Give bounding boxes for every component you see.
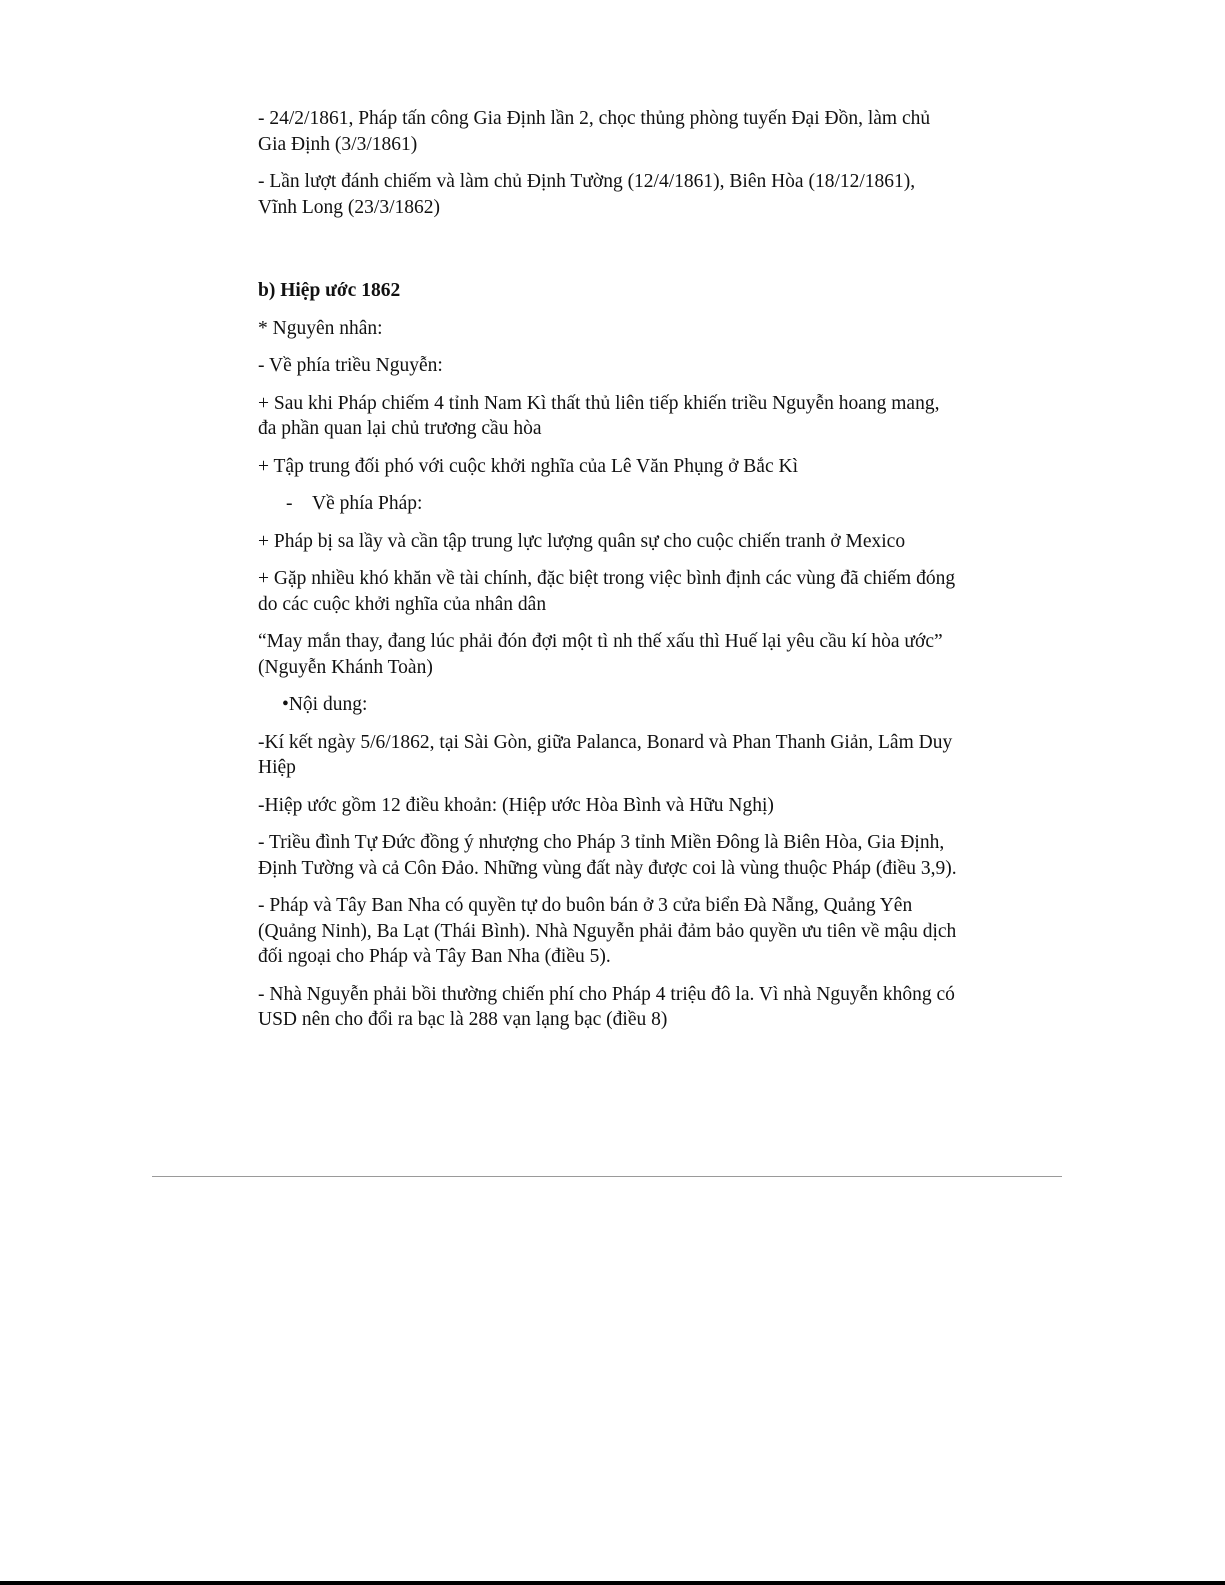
paragraph-signing: -Kí kết ngày 5/6/1862, tại Sài Gòn, giữa Palanca, Bonard và Phan Thanh Giản, Lâm Duy Hiệp <box>258 731 953 778</box>
paragraph-territory-cession: - Triều đình Tự Đức đồng ý nhượng cho Pháp 3 tỉnh Miền Đông là Biên Hòa, Gia Định, Định Tường và cả Côn Đảo. Những vùng đất này được coi là vùng thuộc Pháp (điều 3,9). <box>258 832 957 879</box>
paragraph-nguyen-reason-2: + Tập trung đối phó với cuộc khởi nghĩa của Lê Văn Phụng ở Bắc Kì <box>258 455 798 477</box>
french-side-text: Về phía Pháp: <box>312 493 423 514</box>
paragraph-articles: -Hiệp ước gồm 12 điều khoản: (Hiệp ước Hòa Bình và Hữu Nghị) <box>258 794 774 816</box>
section-heading-treaty-1862: b) Hiệp ước 1862 <box>258 280 401 301</box>
paragraph-causes-label: * Nguyên nhân: <box>258 317 383 339</box>
paragraph-trade-rights: - Pháp và Tây Ban Nha có quyền tự do buôn bán ở 3 cửa biển Đà Nẵng, Quảng Yên (Quảng Ninh), Ba Lạt (Thái Bình). Nhà Nguyễn phải đảm bảo quyền ưu tiên về mậu dịch đối ngoại cho Pháp và Tây Ban Nha (điều 5). <box>258 895 957 967</box>
paragraph-french-side-label <box>258 491 958 517</box>
list-dash: - <box>286 493 293 514</box>
paragraph-content-label: •Nội dung: <box>282 694 368 715</box>
paragraph-provinces-captured: - Lần lượt đánh chiếm và làm chủ Định Tường (12/4/1861), Biên Hòa (18/12/1861), Vĩnh Long (23/3/1862) <box>258 171 916 218</box>
document-body <box>258 106 958 1033</box>
paragraph-french-reason-1: + Pháp bị sa lầy và cần tập trung lực lượng quân sự cho cuộc chiến tranh ở Mexico <box>258 530 906 552</box>
page-bottom-edge <box>0 1581 1225 1585</box>
paragraph-french-reason-2: + Gặp nhiều khó khăn về tài chính, đặc biệt trong việc bình định các vùng đã chiếm đóng do các cuộc khởi nghĩa của nhân dân <box>258 568 956 615</box>
paragraph-nguyen-reason-1: + Sau khi Pháp chiếm 4 tỉnh Nam Kì thất thủ liên tiếp khiến triều Nguyễn hoang mang, đa phần quan lại chủ trương cầu hòa <box>258 392 940 439</box>
paragraph-quote: “May mắn thay, đang lúc phải đón đợi một tì nh thế xấu thì Huế lại yêu cầu kí hòa ước” (Nguyễn Khánh Toàn) <box>258 631 943 678</box>
page-divider <box>152 1176 1062 1177</box>
paragraph-war-indemnity: - Nhà Nguyễn phải bồi thường chiến phí cho Pháp 4 triệu đô la. Vì nhà Nguyễn không có USD nên cho đổi ra bạc là 288 vạn lạng bạc (điều 8) <box>258 983 955 1030</box>
paragraph-gia-dinh-attack: - 24/2/1861, Pháp tấn công Gia Định lần 2, chọc thủng phòng tuyến Đại Đồn, làm chủ Gia Định (3/3/1861) <box>258 108 931 155</box>
paragraph-nguyen-side-label: - Về phía triều Nguyễn: <box>258 355 443 376</box>
